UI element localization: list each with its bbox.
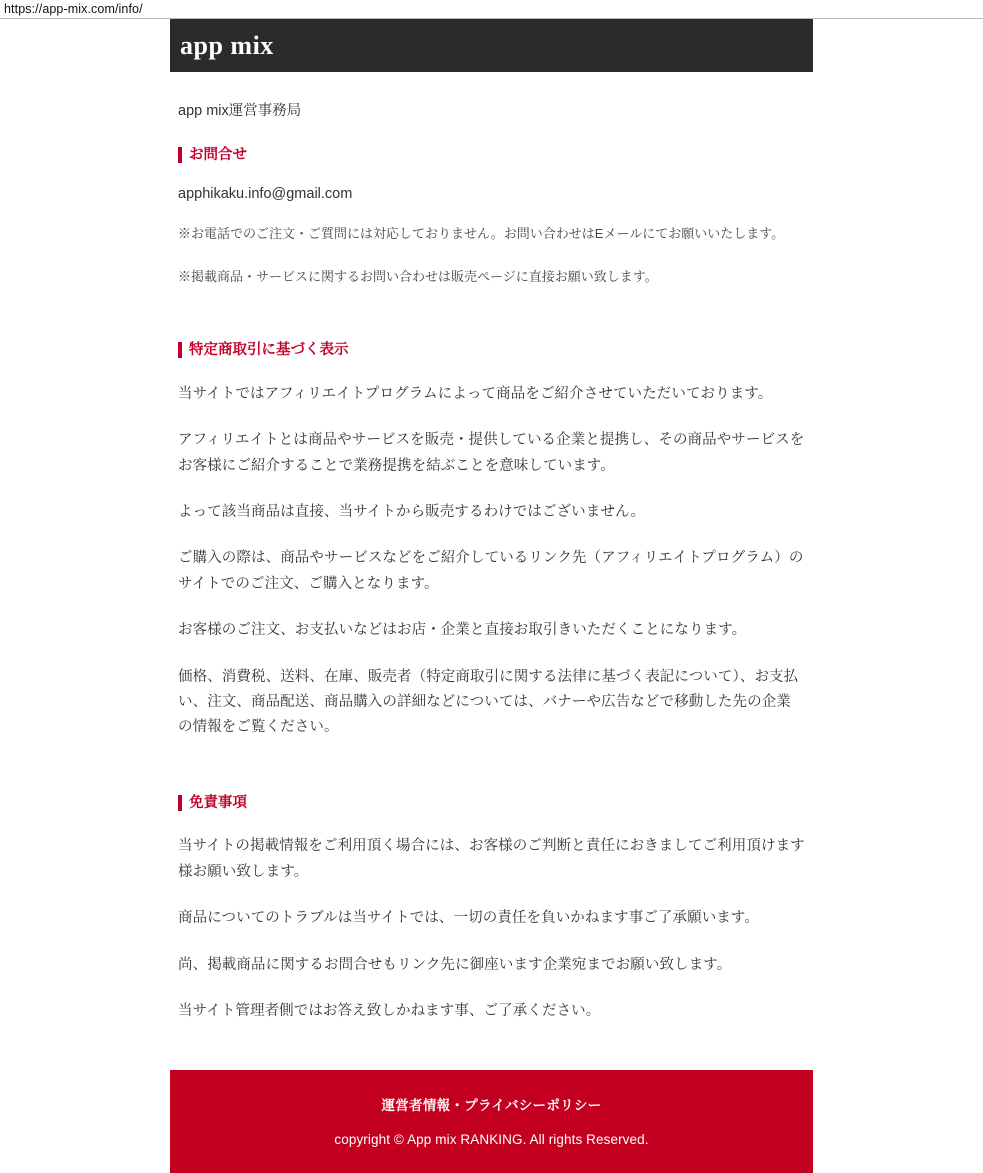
disclaimer-paragraph: 尚、掲載商品に関するお問合せもリンク先に御座います企業宛までお願い致します。 <box>178 956 732 973</box>
main-content <box>170 100 813 1070</box>
site-header <box>170 19 813 72</box>
footer-policy-link[interactable]: 運営者情報・プライバシーポリシー <box>381 1098 602 1114</box>
site-logo-title[interactable]: app mix <box>180 30 274 60</box>
law-paragraph: 価格、消費税、送料、在庫、販売者（特定商取引に関する法律に基づく表記について）、お支払い、注文、商品配送、商品購入の詳細などについては、バナーや広告などで移動した先の企業の情報をご覧ください。 <box>178 668 799 736</box>
heading-law: 特定商取引に基づく表示 <box>178 340 805 362</box>
url-text: https://app-mix.com/info/ <box>4 2 143 16</box>
heading-contact: お問合せ <box>178 145 805 167</box>
law-paragraph: 当サイトではアフィリエイトプログラムによって商品をご紹介させていただいております。 <box>178 385 773 402</box>
disclaimer-paragraph: 商品についてのトラブルは当サイトでは、一切の責任を負いかねます事ご了承願います。 <box>178 910 759 927</box>
content-bottom-spacer <box>178 1024 805 1070</box>
org-name: app mix運営事務局 <box>178 103 302 119</box>
contact-note-1: ※お電話でのご注文・ご質問には対応しておりません。お問い合わせはEメールにてお願いいたします。 <box>178 225 785 241</box>
footer-copyright: copyright © App mix RANKING. All rights Reserved. <box>334 1132 649 1148</box>
disclaimer-paragraph: 当サイトの掲載情報をご利用頂く場合には、お客様のご判断と責任におきましてご利用頂けます様お願い致します。 <box>178 838 805 880</box>
browser-url-bar[interactable] <box>0 0 983 19</box>
page-canvas <box>0 19 983 1148</box>
contact-note-2: ※掲載商品・サービスに関するお問い合わせは販売ページに直接お願い致します。 <box>178 269 658 285</box>
content-wrapper <box>170 19 813 1173</box>
law-paragraph: ご購入の際は、商品やサービスなどをご紹介しているリンク先（アフィリエイトプログラム）のサイトでのご注文、ご購入となります。 <box>178 550 804 592</box>
law-paragraph: よって該当商品は直接、当サイトから販売するわけではございません。 <box>178 504 646 520</box>
contact-email[interactable]: apphikaku.info@gmail.com <box>178 185 353 202</box>
law-paragraph: お客様のご注文、お支払いなどはお店・企業と直接お取引きいただくことになります。 <box>178 622 747 639</box>
site-footer <box>170 1070 813 1173</box>
heading-disclaimer: 免責事項 <box>178 793 805 815</box>
disclaimer-paragraph: 当サイト管理者側ではお答え致しかねます事、ご了承ください。 <box>178 1002 601 1019</box>
law-paragraph: アフィリエイトとは商品やサービスを販売・提供している企業と提携し、その商品やサービスをお客様にご紹介することで業務提携を結ぶことを意味しています。 <box>178 432 805 474</box>
